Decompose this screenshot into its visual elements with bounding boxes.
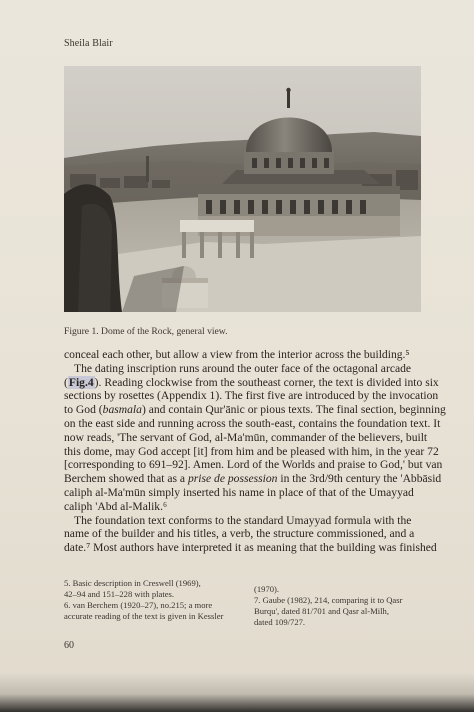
text-run: ). Reading clockwise from the southeast corner, the text is divided into six bbox=[94, 375, 439, 389]
body-text bbox=[64, 348, 446, 555]
text-run: to God ( bbox=[64, 403, 103, 417]
body-line: The foundation text conforms to the standard Umayyad formula with the bbox=[74, 513, 412, 527]
body-line: name of the builder and his titles, a verb, the structure commissioned, and a bbox=[64, 527, 415, 541]
body-line bbox=[64, 403, 446, 417]
footnote-line: 7. Gaube (1982), 214, comparing it to Qasr bbox=[254, 595, 403, 605]
page-edge-shadow bbox=[0, 672, 474, 712]
body-line: conceal each other, but allow a view from the interior across the building.⁵ bbox=[64, 348, 410, 361]
page-number: 60 bbox=[64, 640, 74, 651]
footnotes-left-column bbox=[64, 578, 244, 622]
figure-reference-link[interactable]: Fig.4 bbox=[68, 375, 94, 389]
figure-caption: Figure 1. Dome of the Rock, general view. bbox=[64, 326, 228, 337]
footnote-line: 6. van Berchem (1920–27), no.215; a more bbox=[64, 600, 213, 610]
text-run: ( bbox=[64, 375, 68, 389]
body-line: sections by rosettes (Appendix 1). The first five are introduced by the invocation bbox=[64, 389, 439, 403]
body-line: [corresponding to 691–92]. Amen. Lord of the Worlds and praise to God,' but van bbox=[64, 458, 443, 472]
body-line: on the east side and running across the south-east, contains the foundation text. It bbox=[64, 416, 441, 430]
text-run: ) and contain Qur'ānic or pious texts. The final section, beginning bbox=[141, 403, 446, 417]
footnote-line: 5. Basic description in Creswell (1969), bbox=[64, 578, 201, 588]
footnote-line: Burqu', dated 81/701 and Qasr al-Milh, bbox=[254, 606, 389, 616]
body-line bbox=[64, 375, 439, 390]
italic-term: prise de possession bbox=[187, 472, 278, 486]
body-line: now reads, 'The servant of God, al-Ma'mūn, commander of the believers, built bbox=[64, 430, 428, 444]
dome-of-the-rock-photo bbox=[64, 66, 421, 312]
italic-term: basmala bbox=[102, 403, 142, 417]
body-line bbox=[64, 472, 442, 486]
footnote-line: dated 109/727. bbox=[254, 617, 306, 627]
body-line: The dating inscription runs around the outer face of the octagonal arcade bbox=[74, 361, 412, 375]
footnote-line: 42–94 and 151–228 with plates. bbox=[64, 589, 175, 599]
body-line: this dome, may God accept [it] from him and be pleased with him, in the year 72 bbox=[64, 444, 439, 458]
body-line: caliph 'Abd al-Malik.⁶ bbox=[64, 499, 168, 513]
text-run: Berchem showed that as a bbox=[64, 472, 188, 486]
figure-photograph bbox=[64, 66, 421, 312]
footnote-line: accurate reading of the text is given in Kessler bbox=[64, 611, 224, 621]
footnotes-right-column bbox=[254, 584, 432, 628]
footnote-line: (1970). bbox=[254, 584, 280, 594]
body-line: caliph al-Ma'mūn simply inserted his name in place of that of the Umayyad bbox=[64, 485, 414, 499]
text-run: in the 3rd/9th century the 'Abbāsid bbox=[277, 472, 442, 486]
body-line: date.⁷ Most authors have interpreted it as meaning that the building was finished bbox=[64, 541, 437, 555]
running-head: Sheila Blair bbox=[64, 38, 113, 49]
